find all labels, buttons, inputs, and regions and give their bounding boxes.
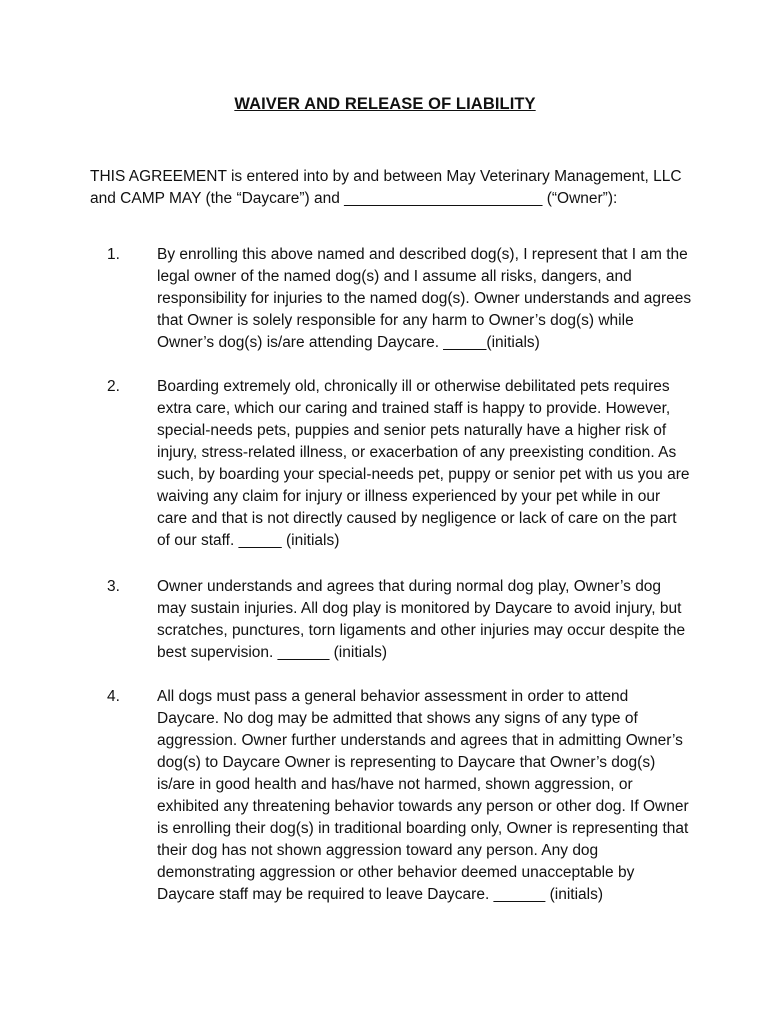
clause-text: All dogs must pass a general behavior assessment in order to attend Daycare. No dog may be admitted that shows any signs of any type of aggression. Owner further understands and agrees that in admitting Owner’s dog(s) to Daycare Owner is representing to Daycare that Owner’s dog(s) is/are in good health and has/have not harmed, shown aggression, or exhibited any threatening behavior towards any person or other dog. If Owner is enrolling their dog(s) in traditional boarding only, Owner is representing that their dog has not shown aggression toward any person. Any dog demonstrating aggression or other behavior deemed unacceptable by Daycare staff may be required to leave Daycare. ______ (initials): [157, 688, 689, 903]
clause-number: 4.: [107, 688, 120, 705]
clause-number: 2.: [107, 378, 120, 395]
clause-number: 1.: [107, 246, 120, 263]
clause-2: [90, 376, 700, 552]
clause-number: 3.: [107, 578, 120, 595]
clause-1: [90, 244, 700, 354]
document-title: WAIVER AND RELEASE OF LIABILITY: [234, 95, 536, 113]
clause-text: Owner understands and agrees that during normal dog play, Owner’s dog may sustain injuries. All dog play is monitored by Daycare to avoid injury, but scratches, punctures, torn ligaments and other injuries may occur despite the best supervision. ______ (initials): [157, 578, 686, 661]
agreement-intro: THIS AGREEMENT is entered into by and between May Veterinary Management, LLC and CAMP MAY (the “Daycare”) and _______________________ (“Owner”):: [90, 168, 682, 207]
clause-3: [90, 576, 700, 664]
clause-text: By enrolling this above named and described dog(s), I represent that I am the legal owner of the named dog(s) and I assume all risks, dangers, and responsibility for injuries to the named dog(s). Owner understands and agrees that Owner is solely responsible for any harm to Owner’s dog(s) while Owner’s dog(s) is/are attending Daycare. _____(initials): [157, 246, 692, 351]
clause-4: [90, 686, 700, 906]
clause-text: Boarding extremely old, chronically ill or otherwise debilitated pets requires extra care, which our caring and trained staff is happy to provide. However, special-needs pets, puppies and senior pets naturally have a higher risk of injury, stress-related illness, or exacerbation of any preexisting condition. As such, by boarding your special-needs pet, puppy or senior pet with us you are waiving any claim for injury or illness experienced by your pet while in our care and that is not directly caused by negligence or lack of care on the part of our staff. _____ (initials): [157, 378, 690, 549]
